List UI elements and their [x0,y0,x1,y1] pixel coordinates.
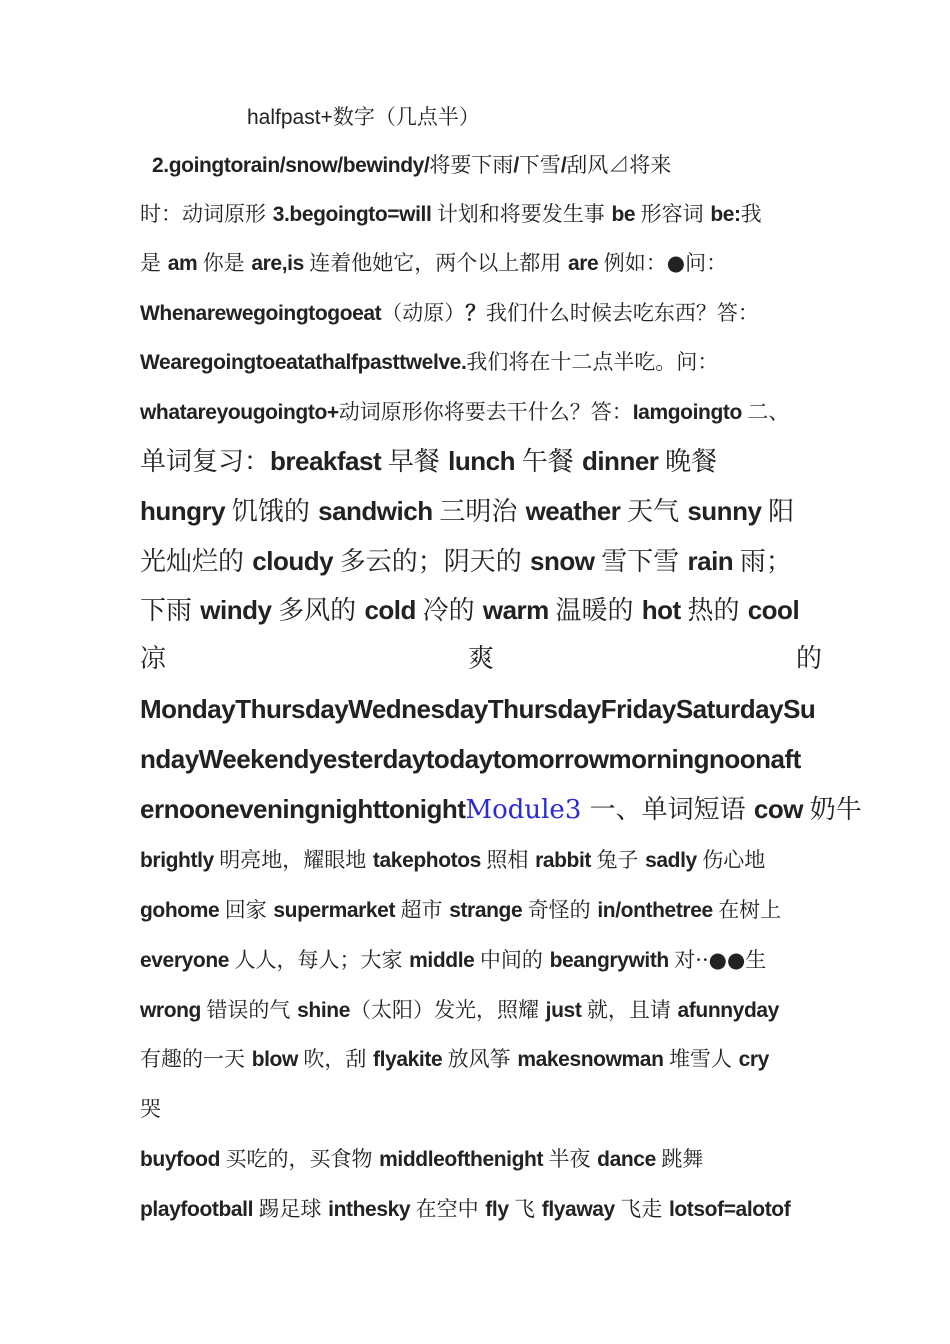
text-segment: 明亮地，耀眼地 [219,848,373,872]
text-segment: windy [200,595,279,625]
text-segment: cloudy [252,546,340,576]
text-segment: 我们将在十二点半吃。问： [466,350,719,374]
text-line-8 [140,443,822,480]
text-segment: 兔子 [596,848,646,872]
text-segment: middleofthenight [379,1148,549,1171]
text-segment: 放风筝 [447,1047,518,1071]
text-segment: 雪下雪 [601,547,688,577]
text-segment: （太阳）发光，照耀 [349,998,546,1022]
text-segment: 冷的 [422,596,483,626]
text-segment: 连着他她它，两个以上都用 [309,251,568,275]
text-segment: 我 [740,202,762,226]
text-segment: buyfood [140,1148,226,1171]
text-segment: sunny [687,496,769,526]
text-segment: 早餐 [387,447,449,477]
text-segment: warm [482,595,556,625]
text-segment: 单词复习： [140,447,271,477]
text-segment: 一、单词短语 [589,795,754,825]
text-segment: 计划和将要发生事 [436,202,612,226]
text-segment: strange [449,899,528,922]
text-segment: flyaway [541,1198,621,1221]
text-segment: 错误的气 [206,998,298,1022]
text-segment: cool [747,595,800,625]
text-line-22 [140,1144,822,1175]
text-segment: cry [738,1048,769,1071]
text-segment: lotsof=alotof [668,1198,791,1221]
text-line-4 [140,248,822,279]
text-segment: rain [687,546,740,576]
text-segment: 刮风⊿将来 [566,153,672,177]
text-segment: takephotos [372,849,487,872]
text-segment: breakfast [270,446,388,476]
text-segment: ndayWeekendyesterdaytodaytomorrowmorningnoonaft [140,744,801,774]
text-segment: beangrywith [549,949,675,972]
text-segment: 时：动词原形 [140,202,273,226]
text-segment: 在空中 [415,1197,486,1221]
text-line-16 [140,845,822,876]
text-segment: weather [525,496,628,526]
text-segment: cold [364,595,423,625]
text-segment: flyakite [373,1048,448,1071]
text-segment: 飞走 [620,1197,669,1221]
text-segment: 你是 [202,251,252,275]
text-segment: afunnyday [677,999,779,1022]
text-segment: 凉 [140,644,167,674]
text-line-3 [140,199,822,230]
text-segment: 三明治 [439,497,526,527]
text-segment: 将要下雨 [429,153,514,177]
text-segment: 多风的 [278,596,365,626]
text-segment: middle [409,949,480,972]
text-segment: just [545,999,587,1022]
text-line-11 [140,592,822,629]
text-line-9 [140,493,822,530]
text-segment: 爽 [467,644,494,674]
text-segment: 天气 [627,497,688,527]
text-segment: 在树上 [718,898,782,922]
text-line-7 [140,397,840,428]
text-segment: 哭 [140,1097,161,1121]
text-line-13 [140,691,822,728]
text-segment: blow [251,1048,304,1071]
text-segment: ？ [465,302,486,325]
text-segment: （动原） [381,301,466,325]
text-segment: 飞 [514,1197,542,1221]
text-segment: 下雨 [140,596,201,626]
text-segment: 半夜 [548,1147,598,1171]
text-segment: are [567,252,604,275]
text-segment: 例如：●问： [603,251,728,275]
text-segment: 堆雪人 [668,1047,739,1071]
text-segment: 二、 [747,400,790,424]
text-line-14 [140,741,822,778]
text-segment: 奇怪的 [527,898,598,922]
text-segment: 阳 [768,497,795,527]
text-line-5 [140,298,822,329]
text-segment: 就，且请 [586,998,678,1022]
text-segment: 是 [140,251,168,275]
text-segment: 光灿烂的 [140,547,253,577]
text-segment: dance [597,1148,662,1171]
text-segment: Iamgoingto [632,401,748,424]
text-segment: supermarket [273,899,401,922]
text-segment: halfpast+ [247,106,333,129]
text-segment: 下雪 [518,153,561,177]
text-segment: makesnowman [517,1048,669,1071]
text-segment: 有趣的一天 [140,1047,252,1071]
text-segment: 跳舞 [661,1147,704,1171]
text-segment: 雨； [739,547,792,577]
text-segment: lunch [448,446,522,476]
text-segment: hot [641,595,688,625]
text-segment: 对··●●生 [674,948,767,972]
text-segment: hungry [140,496,232,526]
text-segment: 中间的 [479,948,550,972]
text-segment: Whenarewegoingtogoeat [140,302,382,325]
text-segment: MondayThursdayWednesdayThursdayFridaySaturdaySu [140,694,816,724]
text-segment: 吹，刮 [303,1047,374,1071]
text-segment: ernooneveningnighttonight [140,794,466,824]
text-line-12 [140,641,822,677]
text-segment: Module3 [465,795,590,825]
text-segment: 回家 [224,898,274,922]
text-segment: 照相 [486,848,536,872]
text-segment: playfootball [140,1198,259,1221]
text-segment: / [513,154,519,177]
text-segment: shine [297,999,350,1022]
text-segment: 超市 [400,898,450,922]
text-line-19 [140,995,822,1026]
text-segment: 温暖的 [555,596,642,626]
text-segment: 人人，每人；大家 [234,948,410,972]
text-line-2 [152,150,834,181]
text-line-17 [140,895,822,926]
text-segment: sadly [645,849,703,872]
text-segment: Wearegoingtoeatathalfpasttwelve. [140,351,467,374]
text-line-1 [247,102,929,133]
text-segment: are,is [251,252,310,275]
text-segment: 形容词 [640,202,711,226]
text-segment: in/onthetree [597,899,719,922]
text-segment: / [560,154,567,177]
text-line-18 [140,945,822,976]
text-segment: 多云的；阴天的 [339,547,531,577]
text-segment: brightly [140,849,220,872]
text-line-23 [140,1194,822,1225]
text-segment: 数字（几点半） [332,105,480,129]
text-line-10 [140,543,840,580]
text-line-6 [140,347,822,378]
text-segment: gohome [140,899,225,922]
text-segment: fly [485,1198,515,1221]
text-segment: 奶牛 [809,795,862,825]
text-segment: be [611,203,641,226]
text-segment: 伤心地 [702,848,766,872]
text-segment: 2.goingtorain/snow/bewindy/ [152,154,430,177]
text-segment: 踢足球 [258,1197,329,1221]
text-segment: whatareyougoingto+ [140,401,339,424]
text-segment: everyone [140,949,235,972]
text-segment: am [167,252,203,275]
text-segment: 晚餐 [665,447,718,477]
text-segment: wrong [140,999,207,1022]
text-segment: 动词原形你将要去干什么？答： [338,400,633,424]
text-segment: dinner [581,446,666,476]
text-segment: 买吃的，买食物 [225,1147,380,1171]
text-line-20 [140,1044,822,1075]
text-segment: be: [710,203,741,226]
text-segment: 我们什么时候去吃东西？答： [485,301,759,325]
text-segment: rabbit [535,849,597,872]
text-segment: 热的 [687,596,748,626]
text-segment: 的 [795,644,822,674]
text-segment: snow [530,546,602,576]
text-segment: inthesky [328,1198,416,1221]
text-line-21 [140,1094,822,1124]
text-segment: 午餐 [521,447,582,477]
text-segment: sandwich [318,496,440,526]
text-line-15 [140,791,862,828]
text-segment: 3.begoingto=will [272,203,437,226]
text-segment: cow [753,794,810,824]
text-segment: 饥饿的 [231,497,319,527]
